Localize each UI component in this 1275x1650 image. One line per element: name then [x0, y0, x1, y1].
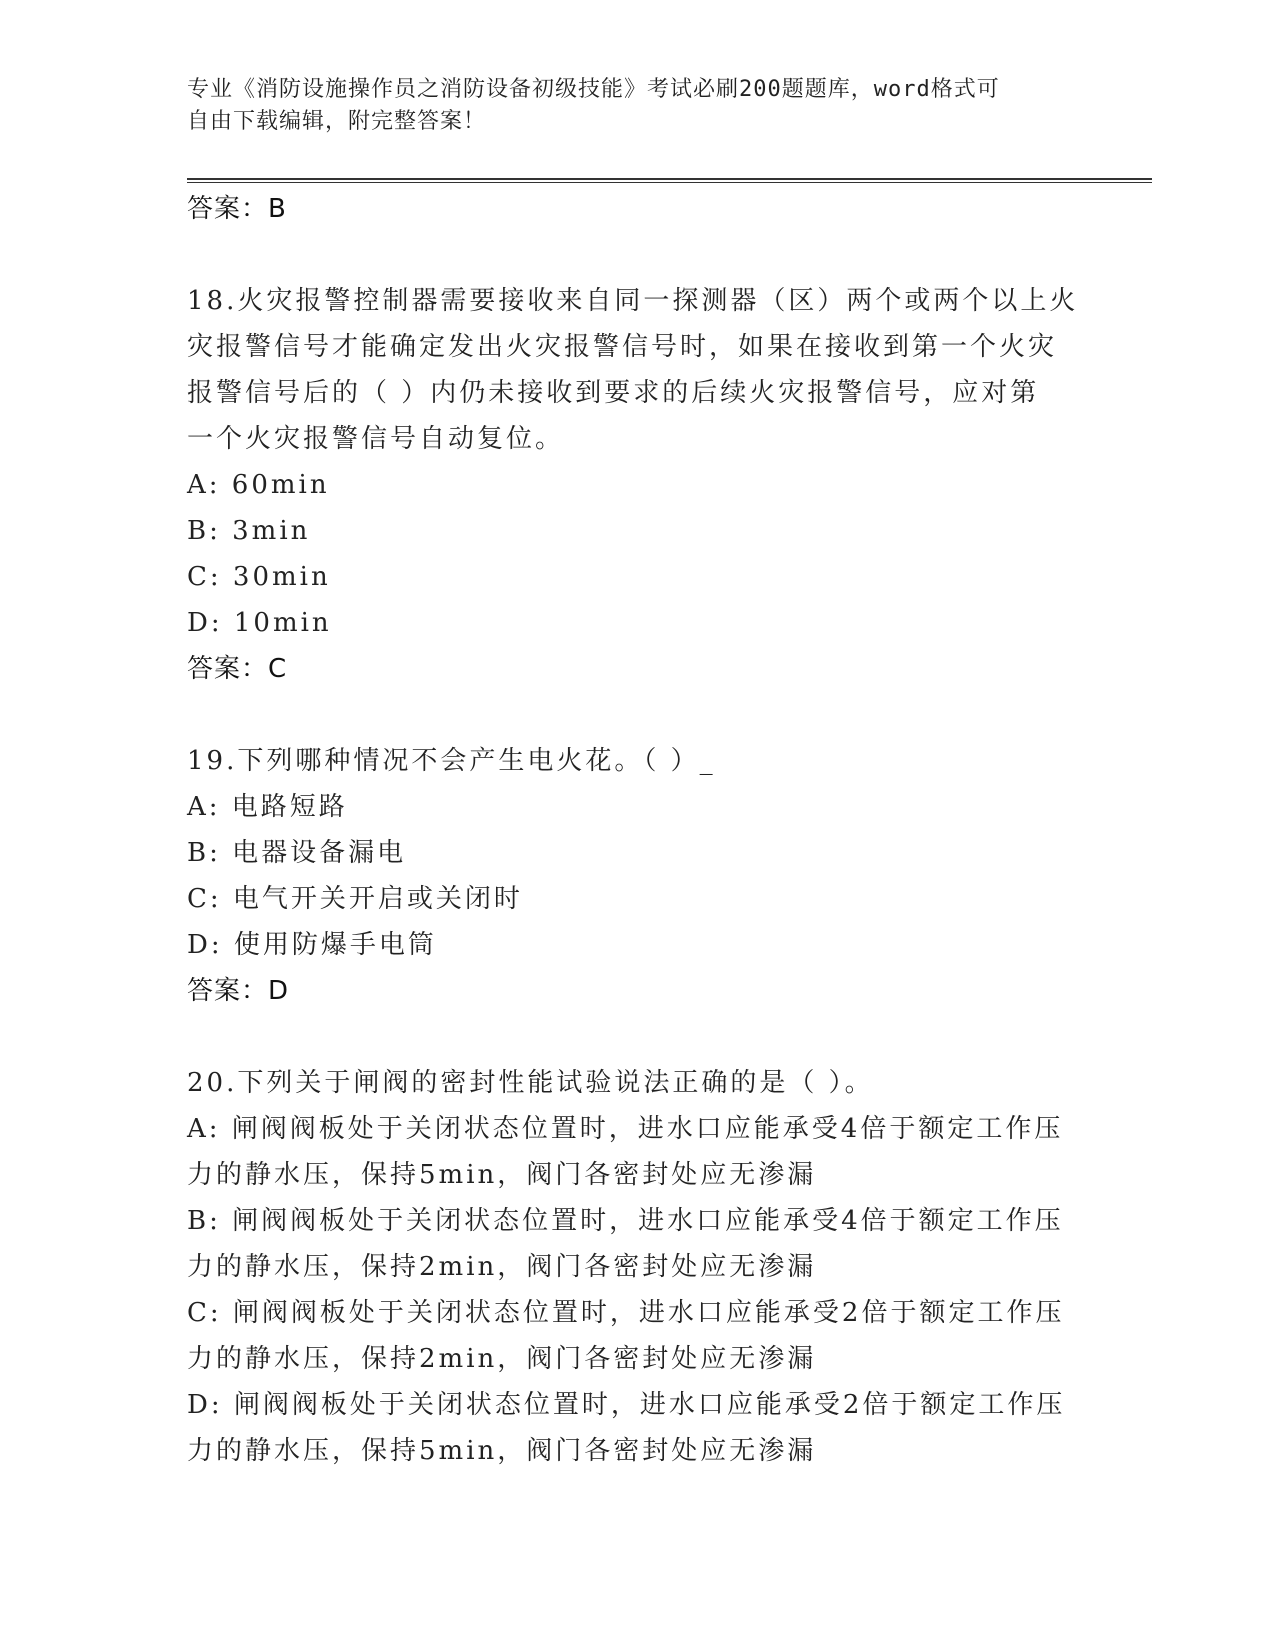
option-d: D: 使用防爆手电筒	[187, 930, 437, 960]
option-a-continued: 力的静水压，保持5min，阀门各密封处应无渗漏	[187, 1160, 817, 1190]
option-b: B: 电器设备漏电	[187, 838, 407, 868]
spacer	[187, 692, 1087, 738]
option-d: D: 10min	[187, 608, 332, 638]
option-c: C: 闸阀阀板处于关闭状态位置时，进水口应能承受2倍于额定工作压	[187, 1298, 1065, 1328]
option-a: A: 电路短路	[187, 792, 348, 822]
question-stem: 18.火灾报警控制器需要接收来自同一探测器（区）两个或两个以上火	[187, 286, 1079, 316]
option-c: C: 30min	[187, 562, 331, 592]
answer-line: 答案：C	[187, 654, 288, 684]
header-divider	[187, 178, 1152, 180]
question-stem: 20.下列关于闸阀的密封性能试验说法正确的是（ ）。	[187, 1068, 874, 1098]
option-c-continued: 力的静水压，保持2min，阀门各密封处应无渗漏	[187, 1344, 817, 1374]
option-b: B: 闸阀阀板处于关闭状态位置时，进水口应能承受4倍于额定工作压	[187, 1206, 1064, 1236]
question-stem: 报警信号后的（ ）内仍未接收到要求的后续火灾报警信号，应对第	[187, 378, 1040, 408]
document-header	[187, 74, 1067, 138]
answer-line: 答案：B	[187, 194, 287, 224]
option-b-continued: 力的静水压，保持2min，阀门各密封处应无渗漏	[187, 1252, 817, 1282]
header-line: 自由下载编辑，附完整答案！	[187, 109, 487, 134]
spacer	[187, 232, 1087, 278]
option-a: A: 闸阀阀板处于关闭状态位置时，进水口应能承受4倍于额定工作压	[187, 1114, 1064, 1144]
question-stem: 一个火灾报警信号自动复位。	[187, 424, 565, 454]
header-line: 专业《消防设施操作员之消防设备初级技能》考试必刷200题题库，word格式可	[187, 77, 1000, 102]
option-d: D: 闸阀阀板处于关闭状态位置时，进水口应能承受2倍于额定工作压	[187, 1390, 1066, 1420]
question-19	[187, 738, 1087, 1014]
question-20	[187, 1060, 1087, 1474]
header-divider	[187, 182, 1152, 183]
option-c: C: 电气开关开启或关闭时	[187, 884, 523, 914]
question-stem: 19.下列哪种情况不会产生电火花。（ ）_	[187, 746, 716, 776]
question-18	[187, 278, 1087, 692]
spacer	[187, 1014, 1087, 1060]
option-a: A: 60min	[187, 470, 330, 500]
question-list	[187, 186, 1087, 1474]
option-b: B: 3min	[187, 516, 311, 546]
option-d-continued: 力的静水压，保持5min，阀门各密封处应无渗漏	[187, 1436, 817, 1466]
answer-line: 答案：D	[187, 976, 290, 1006]
question-stem: 灾报警信号才能确定发出火灾报警信号时，如果在接收到第一个火灾	[187, 332, 1058, 362]
